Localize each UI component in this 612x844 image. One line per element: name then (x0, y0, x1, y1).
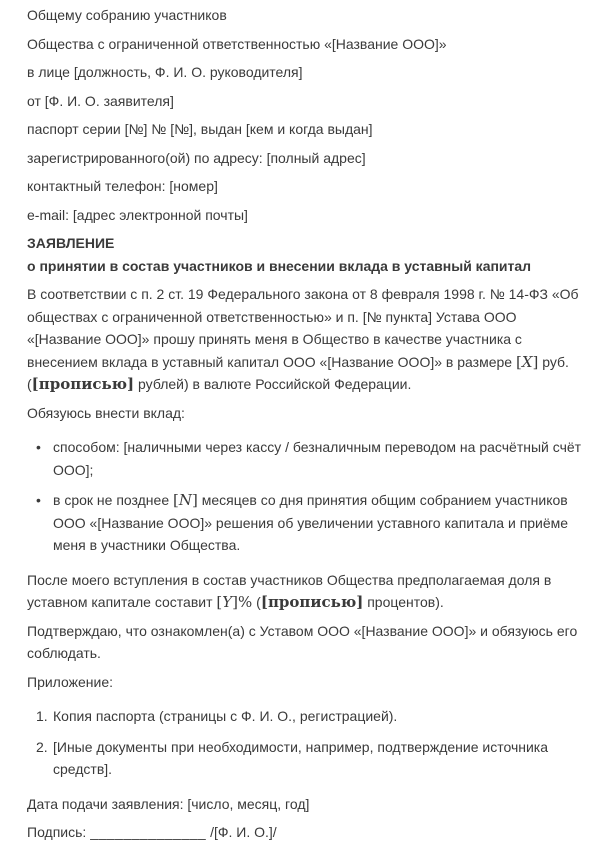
applicant-line: зарегистрированного(ой) по адресу: [полный адрес] (27, 149, 366, 166)
signature-label: Подпись: (27, 824, 87, 840)
applicant-line: e-mail: [адрес электронной почты] (27, 206, 248, 223)
date-line: Дата подачи заявления: [число, месяц, год] (27, 795, 310, 812)
signature-line (27, 821, 586, 844)
list-item: [Иные документы при необходимости, например, подтверждение источника средств]. (53, 738, 549, 777)
applicant-line: паспорт серии [№] № [№], выдан [кем и когда выдан] (27, 121, 373, 137)
confirmation-paragraph: Подтверждаю, что ознакомлен(а) с Уставом ООО «[Название ООО]» и обязуюсь его соблюдать. (27, 622, 578, 661)
list-item: • способом: [наличными через кассу / безналичным переводом на расчётный счёт ООО]; (27, 436, 586, 481)
recipient-line: Общему собранию участников (27, 7, 227, 23)
applicant-line: контактный телефон: [номер] (27, 178, 218, 194)
title-block (27, 232, 586, 277)
intro-paragraph: В соответствии с п. 2 ст. 19 Федерального закона от 8 февраля 1998 г. № 14-ФЗ «Об обществах с ограниченной ответственностью» и п. [№ пункта] Устава ООО «[Название ООО]» прошу принять меня в Общество в качестве участника с внесением вклада в уставный капитал ООО «[Название ООО]» в размере [X] руб. ([прописью] рублей) в валюте Российской Федерации. (27, 286, 579, 393)
recipient-line: Обществa с ограниченной ответственностью «[Название ООО]» (27, 35, 447, 52)
share-paragraph: После моего вступления в состав участников Общества предполагаемая доля в уставном капитале составит [Y]% ([прописью] процентов). (27, 571, 552, 611)
document-title: ЗАЯВЛЕНИЕ (27, 235, 115, 251)
attachments-label: Приложение: (27, 673, 114, 690)
signature-blank: ______________ (90, 824, 207, 840)
recipient-line: в лице [должность, Ф. И. О. руководителя] (27, 64, 303, 80)
applicant-line: от [Ф. И. О. заявителя] (27, 92, 174, 109)
recipient-block (27, 4, 586, 84)
obligation-intro: Обязуюсь внести вклад: (27, 404, 185, 421)
list-item: • в срок не позднее [N] месяцев со дня принятия общим собранием участников ООО «[Название ООО]» решения об увеличении уставного капитала и приёме меня в участники Общества. (27, 489, 586, 557)
list-item: Копия паспорта (страницы с Ф. И. О., регистрацией). (53, 708, 398, 724)
attachments-list (27, 705, 586, 781)
document-subtitle: о принятии в состав участников и внесении вклада в уставный капитал (27, 257, 532, 274)
applicant-block (27, 90, 586, 227)
obligation-list (27, 436, 586, 557)
signature-name: /[Ф. И. О.]/ (210, 824, 277, 840)
